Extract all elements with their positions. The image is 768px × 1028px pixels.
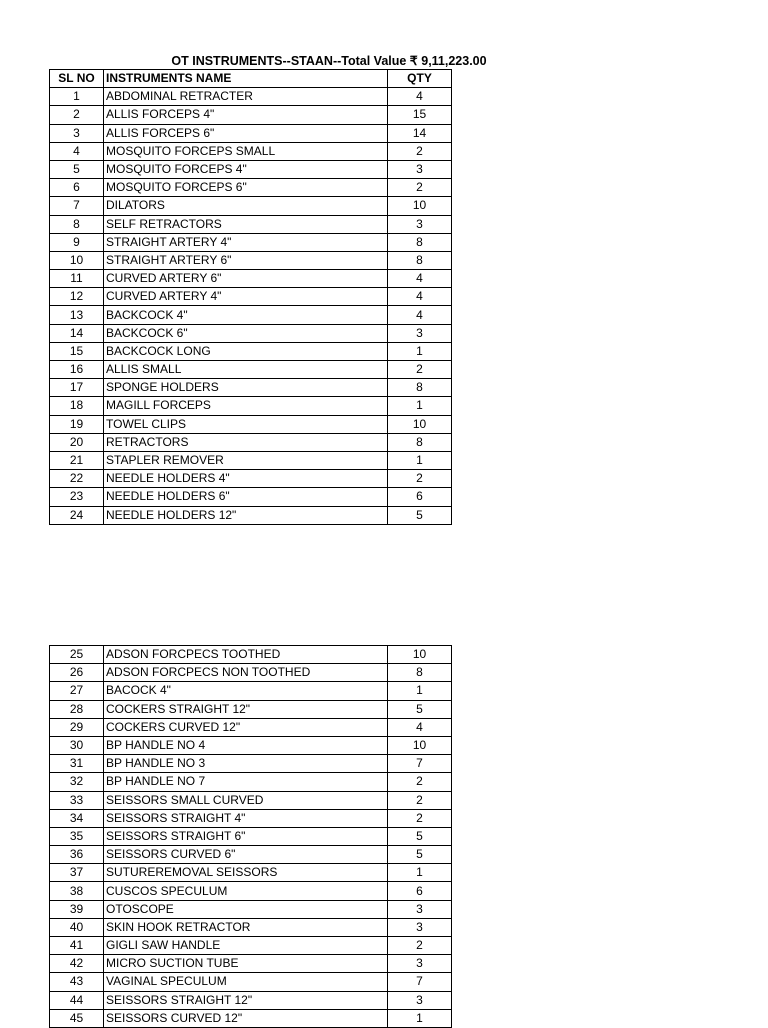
cell-sl-no: 22 — [50, 470, 104, 488]
table-row — [50, 755, 452, 773]
cell-qty: 1 — [388, 342, 452, 360]
cell-instrument-name: SKIN HOOK RETRACTOR — [104, 918, 388, 936]
table-header-row — [50, 70, 452, 88]
cell-sl-no: 7 — [50, 197, 104, 215]
title-text: OT INSTRUMENTS--STAAN--Total Value ₹ 9,11,223.00 — [171, 54, 487, 68]
table-row — [50, 882, 452, 900]
cell-qty: 8 — [388, 233, 452, 251]
cell-qty: 6 — [388, 882, 452, 900]
table-row — [50, 270, 452, 288]
cell-instrument-name: BACKCOCK LONG — [104, 342, 388, 360]
cell-qty: 3 — [388, 324, 452, 342]
cell-qty: 10 — [388, 197, 452, 215]
cell-qty: 2 — [388, 470, 452, 488]
cell-sl-no: 9 — [50, 233, 104, 251]
cell-sl-no: 30 — [50, 736, 104, 754]
cell-qty: 15 — [388, 106, 452, 124]
cell-qty: 1 — [388, 1009, 452, 1027]
table-row — [50, 179, 452, 197]
cell-qty: 2 — [388, 142, 452, 160]
table-row — [50, 451, 452, 469]
cell-instrument-name: COCKERS CURVED 12" — [104, 718, 388, 736]
cell-sl-no: 31 — [50, 755, 104, 773]
table-row — [50, 773, 452, 791]
cell-sl-no: 2 — [50, 106, 104, 124]
cell-instrument-name: BP HANDLE NO 3 — [104, 755, 388, 773]
table-row — [50, 864, 452, 882]
cell-qty: 3 — [388, 955, 452, 973]
table-row — [50, 361, 452, 379]
table-row — [50, 646, 452, 664]
table-row — [50, 306, 452, 324]
cell-qty: 7 — [388, 755, 452, 773]
table-row — [50, 900, 452, 918]
cell-instrument-name: MOSQUITO FORCEPS 6" — [104, 179, 388, 197]
cell-qty: 4 — [388, 270, 452, 288]
cell-qty: 10 — [388, 646, 452, 664]
cell-sl-no: 40 — [50, 918, 104, 936]
cell-instrument-name: SEISSORS CURVED 6" — [104, 846, 388, 864]
instruments-table-1 — [49, 69, 452, 525]
cell-instrument-name: SELF RETRACTORS — [104, 215, 388, 233]
table-row — [50, 197, 452, 215]
table-row — [50, 397, 452, 415]
table-row — [50, 160, 452, 178]
cell-instrument-name: MOSQUITO FORCEPS 4" — [104, 160, 388, 178]
table-row — [50, 124, 452, 142]
cell-instrument-name: OTOSCOPE — [104, 900, 388, 918]
cell-qty: 5 — [388, 827, 452, 845]
cell-instrument-name: SEISSORS STRAIGHT 4" — [104, 809, 388, 827]
cell-qty: 3 — [388, 918, 452, 936]
table-row — [50, 736, 452, 754]
table-row — [50, 991, 452, 1009]
instruments-table-2 — [49, 645, 452, 1028]
cell-instrument-name: DILATORS — [104, 197, 388, 215]
cell-sl-no: 17 — [50, 379, 104, 397]
cell-instrument-name: CUSCOS SPECULUM — [104, 882, 388, 900]
cell-instrument-name: BACOCK 4" — [104, 682, 388, 700]
cell-sl-no: 3 — [50, 124, 104, 142]
cell-sl-no: 44 — [50, 991, 104, 1009]
cell-instrument-name: SEISSORS STRAIGHT 6" — [104, 827, 388, 845]
cell-qty: 6 — [388, 488, 452, 506]
header-sl-no: SL NO — [50, 70, 104, 88]
cell-sl-no: 14 — [50, 324, 104, 342]
cell-sl-no: 32 — [50, 773, 104, 791]
cell-instrument-name: SPONGE HOLDERS — [104, 379, 388, 397]
cell-sl-no: 11 — [50, 270, 104, 288]
cell-qty: 5 — [388, 506, 452, 524]
table-row — [50, 846, 452, 864]
cell-sl-no: 28 — [50, 700, 104, 718]
table-row — [50, 955, 452, 973]
table-row — [50, 88, 452, 106]
cell-qty: 5 — [388, 700, 452, 718]
cell-qty: 8 — [388, 664, 452, 682]
cell-qty: 7 — [388, 973, 452, 991]
cell-sl-no: 27 — [50, 682, 104, 700]
cell-qty: 2 — [388, 809, 452, 827]
header-qty: QTY — [388, 70, 452, 88]
cell-instrument-name: BP HANDLE NO 4 — [104, 736, 388, 754]
cell-instrument-name: MOSQUITO FORCEPS SMALL — [104, 142, 388, 160]
cell-qty: 2 — [388, 179, 452, 197]
table-row — [50, 433, 452, 451]
cell-instrument-name: BP HANDLE NO 7 — [104, 773, 388, 791]
cell-qty: 3 — [388, 900, 452, 918]
cell-sl-no: 29 — [50, 718, 104, 736]
table-row — [50, 700, 452, 718]
cell-instrument-name: NEEDLE HOLDERS 6" — [104, 488, 388, 506]
table-row — [50, 918, 452, 936]
cell-sl-no: 12 — [50, 288, 104, 306]
cell-sl-no: 21 — [50, 451, 104, 469]
cell-instrument-name: SEISSORS STRAIGHT 12" — [104, 991, 388, 1009]
cell-qty: 2 — [388, 773, 452, 791]
cell-qty: 8 — [388, 379, 452, 397]
cell-instrument-name: ALLIS FORCEPS 4" — [104, 106, 388, 124]
cell-instrument-name: COCKERS STRAIGHT 12" — [104, 700, 388, 718]
cell-sl-no: 38 — [50, 882, 104, 900]
cell-qty: 3 — [388, 160, 452, 178]
table-row — [50, 288, 452, 306]
cell-sl-no: 18 — [50, 397, 104, 415]
table-row — [50, 324, 452, 342]
cell-qty: 5 — [388, 846, 452, 864]
cell-instrument-name: GIGLI SAW HANDLE — [104, 937, 388, 955]
cell-sl-no: 43 — [50, 973, 104, 991]
cell-sl-no: 8 — [50, 215, 104, 233]
cell-qty: 2 — [388, 791, 452, 809]
table-row — [50, 142, 452, 160]
cell-instrument-name: RETRACTORS — [104, 433, 388, 451]
cell-sl-no: 33 — [50, 791, 104, 809]
cell-instrument-name: SEISSORS CURVED 12" — [104, 1009, 388, 1027]
cell-qty: 1 — [388, 451, 452, 469]
cell-qty: 3 — [388, 991, 452, 1009]
header-instrument-name: INSTRUMENTS NAME — [104, 70, 388, 88]
table-row — [50, 106, 452, 124]
cell-qty: 8 — [388, 433, 452, 451]
cell-qty: 14 — [388, 124, 452, 142]
cell-sl-no: 15 — [50, 342, 104, 360]
cell-sl-no: 10 — [50, 251, 104, 269]
table-row — [50, 379, 452, 397]
cell-sl-no: 6 — [50, 179, 104, 197]
cell-sl-no: 16 — [50, 361, 104, 379]
cell-sl-no: 41 — [50, 937, 104, 955]
cell-instrument-name: NEEDLE HOLDERS 12" — [104, 506, 388, 524]
cell-instrument-name: MAGILL FORCEPS — [104, 397, 388, 415]
cell-sl-no: 37 — [50, 864, 104, 882]
cell-instrument-name: VAGINAL SPECULUM — [104, 973, 388, 991]
cell-qty: 4 — [388, 88, 452, 106]
cell-qty: 4 — [388, 288, 452, 306]
cell-instrument-name: ABDOMINAL RETRACTER — [104, 88, 388, 106]
cell-qty: 1 — [388, 682, 452, 700]
cell-qty: 10 — [388, 415, 452, 433]
cell-instrument-name: BACKCOCK 6" — [104, 324, 388, 342]
cell-instrument-name: ALLIS FORCEPS 6" — [104, 124, 388, 142]
table-row — [50, 415, 452, 433]
table-row — [50, 470, 452, 488]
cell-sl-no: 34 — [50, 809, 104, 827]
cell-sl-no: 4 — [50, 142, 104, 160]
table-row — [50, 488, 452, 506]
cell-qty: 8 — [388, 251, 452, 269]
table-row — [50, 664, 452, 682]
cell-sl-no: 35 — [50, 827, 104, 845]
cell-instrument-name: SUTUREREMOVAL SEISSORS — [104, 864, 388, 882]
table-row — [50, 215, 452, 233]
cell-qty: 3 — [388, 215, 452, 233]
page-title — [0, 53, 658, 69]
cell-instrument-name: CURVED ARTERY 6" — [104, 270, 388, 288]
cell-instrument-name: ADSON FORCPECS NON TOOTHED — [104, 664, 388, 682]
table-row — [50, 682, 452, 700]
cell-sl-no: 19 — [50, 415, 104, 433]
cell-sl-no: 13 — [50, 306, 104, 324]
cell-instrument-name: CURVED ARTERY 4" — [104, 288, 388, 306]
cell-instrument-name: TOWEL CLIPS — [104, 415, 388, 433]
cell-sl-no: 42 — [50, 955, 104, 973]
cell-qty: 1 — [388, 864, 452, 882]
table-row — [50, 506, 452, 524]
cell-sl-no: 5 — [50, 160, 104, 178]
cell-instrument-name: SEISSORS SMALL CURVED — [104, 791, 388, 809]
table-row — [50, 827, 452, 845]
cell-qty: 1 — [388, 397, 452, 415]
table-row — [50, 937, 452, 955]
cell-sl-no: 1 — [50, 88, 104, 106]
cell-qty: 2 — [388, 937, 452, 955]
table-row — [50, 718, 452, 736]
cell-sl-no: 20 — [50, 433, 104, 451]
table-row — [50, 251, 452, 269]
cell-qty: 4 — [388, 718, 452, 736]
cell-qty: 4 — [388, 306, 452, 324]
cell-instrument-name: ALLIS SMALL — [104, 361, 388, 379]
cell-sl-no: 23 — [50, 488, 104, 506]
cell-instrument-name: MICRO SUCTION TUBE — [104, 955, 388, 973]
cell-sl-no: 36 — [50, 846, 104, 864]
cell-sl-no: 26 — [50, 664, 104, 682]
cell-sl-no: 45 — [50, 1009, 104, 1027]
table-row — [50, 1009, 452, 1027]
table-row — [50, 342, 452, 360]
cell-instrument-name: STRAIGHT ARTERY 4" — [104, 233, 388, 251]
cell-qty: 2 — [388, 361, 452, 379]
cell-sl-no: 24 — [50, 506, 104, 524]
cell-sl-no: 25 — [50, 646, 104, 664]
cell-instrument-name: BACKCOCK 4" — [104, 306, 388, 324]
cell-instrument-name: STRAIGHT ARTERY 6" — [104, 251, 388, 269]
table-row — [50, 973, 452, 991]
table-row — [50, 809, 452, 827]
cell-qty: 10 — [388, 736, 452, 754]
table-row — [50, 791, 452, 809]
cell-instrument-name: ADSON FORCPECS TOOTHED — [104, 646, 388, 664]
cell-sl-no: 39 — [50, 900, 104, 918]
cell-instrument-name: STAPLER REMOVER — [104, 451, 388, 469]
cell-instrument-name: NEEDLE HOLDERS 4" — [104, 470, 388, 488]
table-row — [50, 233, 452, 251]
